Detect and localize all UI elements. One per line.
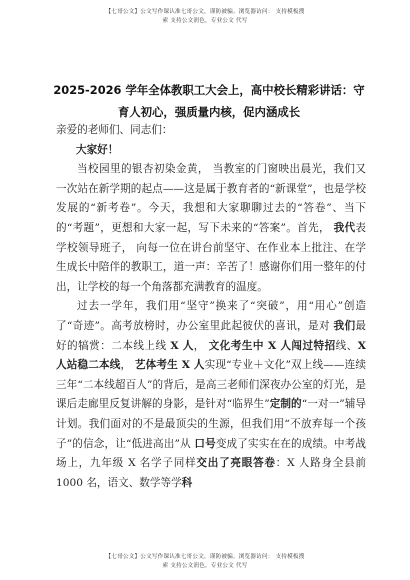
text-run: 文化考生中 X 人闯过特招 — [208, 339, 336, 352]
footer-line-2: 索 支持公文润色，专业公文 代写 — [162, 562, 248, 569]
paragraph-2 — [56, 297, 366, 493]
text-run: ， — [120, 359, 135, 372]
text-run: 表学校领导班子， 向每一位在讲台前坚守、在作业本上批注、在学生成长中陪伴的教职工，道一声：辛苦了！感谢你们用一整年的付出，让学校的每一个角落都充满教育的温度。 — [56, 221, 367, 293]
text-run: 最好的犒赏：二本线上线 — [56, 319, 367, 352]
text-run: 我们 — [333, 319, 356, 332]
text-run: 实现“专业＋文化”双上线——连续三年“二本线超百人”的背后，是高三老师们深夜办公室的灯光，是课后走廊里反复讲解的身影，是针对“临界生” — [56, 359, 366, 411]
footer-line-1: 【七哥公文】公文写作课认准七哥公文，谨防被骗。浏览器访问： 支持模板搜 — [105, 554, 305, 560]
text-run: ， — [193, 339, 209, 352]
document-body — [56, 121, 366, 493]
text-run: X 人 — [170, 339, 194, 352]
page-header-watermark — [0, 8, 410, 25]
text-run: 口号 — [194, 437, 216, 450]
text-run: 艺体考生 X 人 — [134, 359, 205, 372]
header-line-1: 【七哥公文】公文写作课认准七哥公文，谨防被骗。浏览器访问： 支持模板搜 — [105, 9, 305, 15]
text-run: X 人站稳二本线 — [56, 339, 366, 372]
paragraph-1 — [56, 160, 366, 297]
text-run: “一对一”辅导计划。我们面对的不是最顶尖的生源，但我们用“不放弃每一个孩子”的信念，让“低进高出”从 — [56, 398, 366, 450]
document-title: 2025-2026 学年全体教职工大会上，高中校长精彩讲话：守育人初心，强质量内核，促内涵成长 — [53, 83, 365, 119]
text-run: 过去一学年，我们用“坚守”换来了“突破”，用“用心”创造了“奇迹”。高考放榜时，办公室里此起彼伏的喜讯，是对 — [56, 300, 366, 332]
text-run: 我代 — [333, 221, 356, 234]
text-run: 定制的 — [269, 398, 302, 411]
text-run: 科 — [181, 476, 193, 489]
text-run: 当校园里的银杏初染金黄， 当教室的门窗映出晨光，我们又一次站在新学期的起点——这是属于教育者的“新课堂”，也是学校发展的“新考卷”。今天，我想和大家聊聊过去的“答卷”、当下的“考题”，更想和大家一起，写下未来的“答案”。首先， — [56, 163, 366, 234]
salutation: 亲爱的老师们、同志们： — [56, 124, 173, 136]
page-footer-watermark — [0, 553, 410, 570]
header-line-2: 索 支持公文润色，专业公文 代写 — [162, 17, 248, 24]
text-run: 变成了实实在在的成绩。中考战场上，九年级 X 名学子同样 — [56, 437, 367, 470]
text-run: ：X 人路身全县前 1000 名，语文、数学等学 — [56, 457, 367, 489]
text-run: 线、 — [335, 339, 358, 352]
text-run: 交出了亮眼答卷 — [196, 457, 276, 470]
greeting: 大家好！ — [76, 143, 119, 156]
